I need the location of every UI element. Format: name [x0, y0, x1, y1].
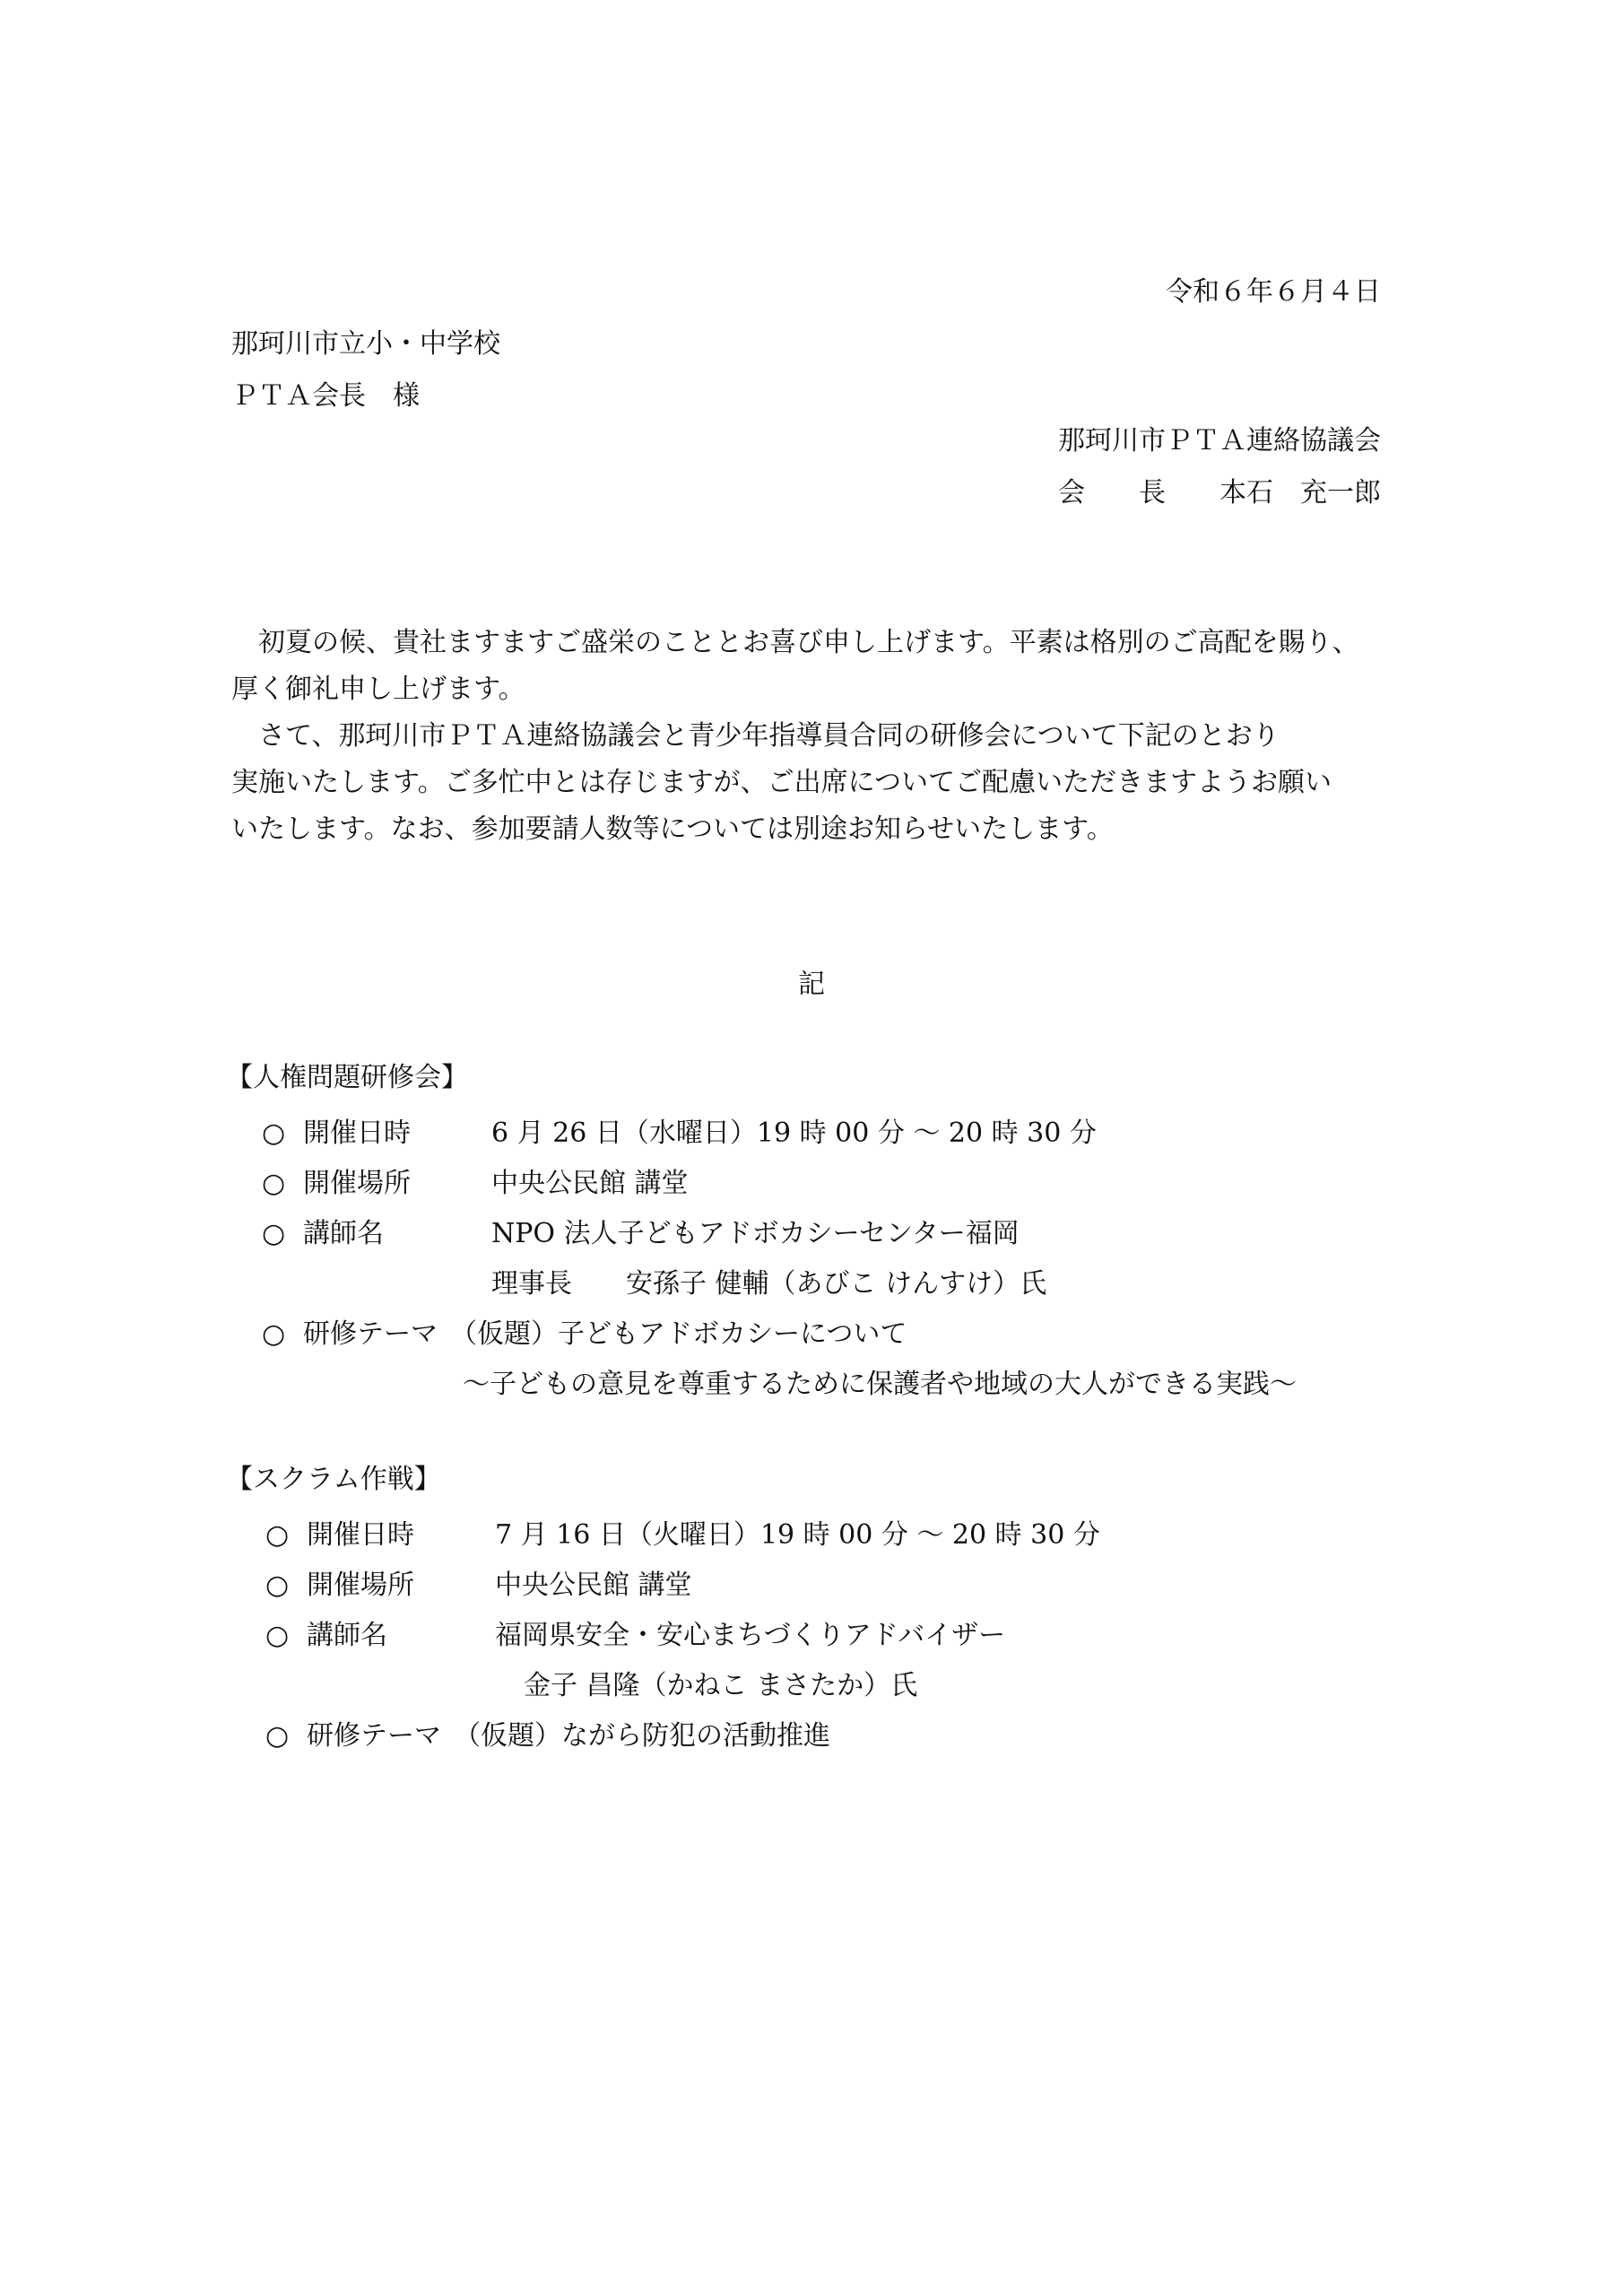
- section-2-item-label: 研修テーマ: [307, 1720, 441, 1752]
- section-1-item-bullet: ○: [262, 1218, 286, 1249]
- sender-chairperson: 会 長 本石 充一郎: [1058, 477, 1381, 509]
- section-1-title: 【人権問題研修会】: [226, 1062, 468, 1093]
- body-paragraph-2-line-2: 実施いたします。ご多忙中とは存じますが、ご出席についてご配慮いただきますようお願い: [231, 767, 1332, 798]
- section-1-item-label: 研修テーマ: [303, 1318, 438, 1350]
- body-paragraph-2-line-1: さて、那珂川市ＰＴＡ連絡協議会と青少年指導員合同の研修会について下記のとおり: [231, 720, 1280, 752]
- section-2-item-bullet: ○: [265, 1570, 290, 1601]
- body-paragraph-2-line-3: いたします。なお、参加要請人数等については別途お知らせいたします。: [231, 813, 1114, 845]
- section-2-item-bullet: ○: [265, 1720, 290, 1752]
- section-1-item-value: 中央公民館 講堂: [491, 1168, 689, 1199]
- section-2-item-label: 開催日時: [307, 1519, 414, 1551]
- section-2-item-value: 中央公民館 講堂: [495, 1570, 692, 1601]
- section-1-item-value: 6 月 26 日（水曜日）19 時 00 分 〜 20 時 30 分: [491, 1118, 1097, 1149]
- section-1-item-bullet: ○: [262, 1168, 286, 1199]
- section-1-item-label: 講師名: [303, 1218, 384, 1249]
- recipient-line-1: 那珂川市立小・中学校: [231, 328, 500, 360]
- section-2-item-value: （仮題）ながら防犯の活動推進: [454, 1720, 830, 1752]
- section-1-item-label: 開催場所: [303, 1168, 411, 1199]
- section-1-item-value: （仮題）子どもアドボカシーについて: [450, 1318, 907, 1350]
- section-1-item-value: 理事長 安孫子 健輔（あびこ けんすけ）氏: [491, 1268, 1047, 1300]
- body-paragraph-1-line-1: 初夏の候、貴社ますますご盛栄のこととお喜び申し上げます。平素は格別のご高配を賜り、: [231, 627, 1359, 658]
- section-2-item-label: 講師名: [307, 1620, 387, 1651]
- section-2-item-bullet: ○: [265, 1620, 290, 1651]
- section-1-item-bullet: ○: [262, 1118, 286, 1149]
- section-2-item-value: 7 月 16 日（火曜日）19 時 00 分 〜 20 時 30 分: [495, 1519, 1100, 1551]
- section-2-item-bullet: ○: [265, 1519, 290, 1551]
- section-1-item-label: 開催日時: [303, 1118, 411, 1149]
- section-2-item-value: 福岡県安全・安心まちづくりアドバイザー: [495, 1620, 1006, 1651]
- section-1-item-bullet: ○: [262, 1318, 286, 1350]
- sender-organization: 那珂川市ＰＴＡ連絡協議会: [1058, 425, 1381, 457]
- section-1-item-value: 〜子どもの意見を尊重するために保護者や地域の大人ができる実践〜: [463, 1369, 1297, 1400]
- section-1-item-value: NPO 法人子どもアドボカシーセンター福岡: [491, 1218, 1020, 1249]
- section-2-item-label: 開催場所: [307, 1570, 414, 1601]
- section-2-item-value: 金子 昌隆（かねこ まさたか）氏: [524, 1670, 918, 1701]
- section-2-title: 【スクラム作戦】: [226, 1464, 441, 1495]
- letter-date: 令和６年６月４日: [1166, 276, 1381, 308]
- recipient-line-2: ＰＴＡ会長 様: [231, 380, 420, 412]
- body-paragraph-1-line-2: 厚く御礼申し上げます。: [231, 674, 525, 705]
- ki-heading: 記: [798, 969, 825, 1000]
